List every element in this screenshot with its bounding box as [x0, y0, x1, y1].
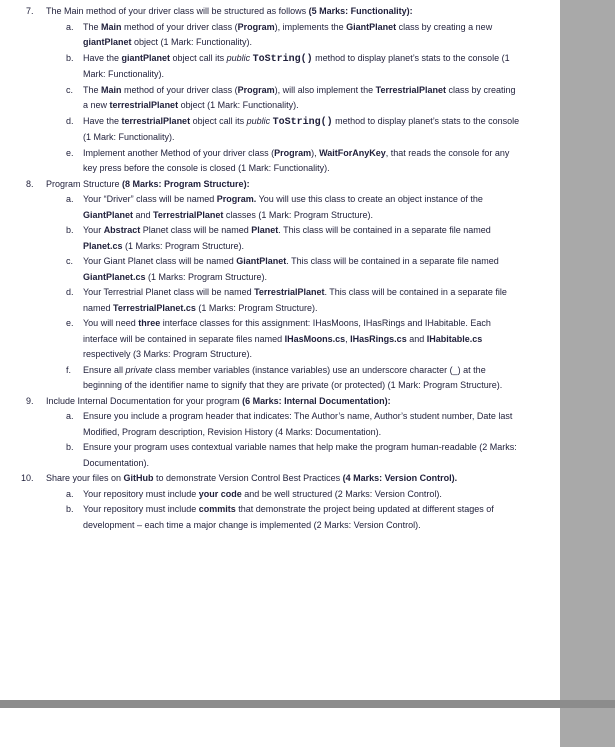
- sub-item-letter: c.: [66, 84, 74, 95]
- sub-item-letter: a.: [66, 21, 74, 32]
- text-run: object (1 Mark: Functionality).: [178, 100, 299, 110]
- sub-item-letter: e.: [66, 147, 74, 158]
- sub-item: [8, 440, 556, 471]
- text-run: . This class will be contained in a separate file named: [278, 225, 491, 235]
- text-run: method of your driver class (: [121, 21, 238, 32]
- bold-text: (5 Marks: Functionality):: [308, 6, 413, 16]
- text-run: method to display planet’s stats to the console (1 Mark: Functionality).: [83, 115, 520, 142]
- text-run: interface classes for this assignment: IHasMoons, IHasRings and IHabitable. Each interface will be contained in separate files named: [83, 318, 491, 344]
- text-run: , that reads the console for any key press before the console is closed (1 Mark: Functionality).: [83, 147, 510, 173]
- sub-item-letter: b.: [66, 225, 74, 235]
- sub-item-letter: e.: [66, 318, 74, 328]
- bold-text: your code: [198, 488, 242, 499]
- text-run: Program Structure: [46, 178, 123, 189]
- bold-text: (8 Marks: Program Structure):: [122, 178, 250, 189]
- italic-text: private: [125, 364, 153, 375]
- sub-item-letter: d.: [66, 115, 74, 126]
- text-run: The Main method of your driver class will be structured as follows: [46, 6, 309, 16]
- bold-text: Program: [237, 21, 275, 32]
- text-run: Your Giant Planet class will be named: [83, 256, 237, 266]
- sub-item: [8, 51, 556, 83]
- text-run: ), will also implement the: [274, 84, 376, 95]
- bold-text: Main: [101, 84, 122, 95]
- bold-text: IHabitable.cs: [426, 333, 483, 344]
- bold-text: three: [138, 318, 161, 328]
- list-item-8: [8, 177, 556, 193]
- text-run: Your repository must include: [83, 488, 199, 499]
- text-run: class by creating a new: [83, 84, 516, 110]
- text-run: Include Internal Documentation for your program: [46, 395, 243, 406]
- text-run: Planet class will be named: [140, 225, 252, 235]
- code-text: ToString(): [252, 53, 313, 65]
- sub-item: [8, 285, 556, 316]
- sub-item: [8, 487, 556, 503]
- next-page-top: [0, 708, 560, 747]
- sub-item-letter: a.: [66, 411, 74, 421]
- bold-text: TerrestrialPlanet: [254, 287, 325, 297]
- sub-item-letter: b.: [66, 52, 74, 63]
- sub-item: [8, 114, 556, 146]
- text-run: . This class will be contained in a separate file named: [83, 287, 507, 313]
- text-run: method to display planet’s stats to the console (1 Mark: Functionality).: [83, 52, 510, 79]
- bold-text: IHasMoons.cs: [284, 333, 346, 344]
- text-run: respectively (3 Marks: Program Structure).: [83, 349, 253, 359]
- text-run: object call its: [190, 115, 247, 126]
- italic-text: public: [226, 52, 251, 63]
- bold-text: terrestrialPlanet: [121, 115, 191, 126]
- bold-text: Planet: [251, 225, 279, 235]
- sub-item: [8, 192, 556, 223]
- sub-item-letter: b.: [66, 504, 74, 514]
- text-run: and be well structured (2 Marks: Version Control).: [241, 488, 442, 499]
- text-run: Have the: [83, 52, 122, 63]
- text-run: method of your driver class (: [121, 84, 238, 95]
- list-item-10: [8, 471, 556, 487]
- text-run: (1 Marks: Program Structure).: [145, 271, 268, 282]
- bold-text: (6 Marks: Internal Documentation):: [242, 395, 391, 406]
- sub-item-letter: d.: [66, 287, 74, 297]
- sub-item: [8, 254, 556, 285]
- text-run: (1 Marks: Program Structure).: [195, 302, 318, 313]
- text-run: The: [83, 21, 102, 32]
- text-run: You will use this class to create an object instance of the: [256, 194, 483, 204]
- sub-item: [8, 409, 556, 440]
- sub-item-letter: a.: [66, 194, 74, 204]
- bold-text: Program: [274, 147, 312, 158]
- text-run: ,: [345, 333, 351, 344]
- text-run: ),: [311, 147, 320, 158]
- code-text: ToString(): [272, 116, 333, 128]
- text-run: (1 Marks: Program Structure).: [122, 240, 245, 251]
- bold-text: (4 Marks: Version Control).: [342, 473, 458, 483]
- text-run: that demonstrate the project being updated at different stages of development – each time a major change is implemented (2 Marks: Version Control).: [83, 504, 494, 530]
- bold-text: TerrestrialPlanet: [153, 209, 224, 220]
- text-run: ), implements the: [274, 21, 347, 32]
- text-run: class member variables (instance variables) use an underscore character (_) at the beginning of the identifier name to signify that they are private (or protected) (1 Mark: Program Structure).: [83, 364, 503, 390]
- bold-text: giantPlanet: [121, 52, 171, 63]
- text-run: classes (1 Mark: Program Structure).: [223, 209, 373, 220]
- bold-text: giantPlanet: [83, 37, 132, 47]
- bold-text: GiantPlanet: [83, 209, 134, 220]
- sub-item-letter: c.: [66, 256, 74, 266]
- text-run: object (1 Mark: Functionality).: [131, 37, 253, 47]
- text-run: Ensure all: [83, 364, 126, 375]
- sub-item-letter: a.: [66, 488, 74, 499]
- text-run: The: [83, 84, 102, 95]
- bold-text: Abstract: [103, 225, 141, 235]
- list-item-9: [8, 394, 556, 410]
- text-run: Ensure your program uses contextual variable names that help make the program human-readable (2 Marks: Documentation).: [83, 442, 517, 468]
- sub-item-letter: b.: [66, 442, 74, 452]
- list-item-7: [8, 4, 556, 20]
- text-run: Have the: [83, 115, 122, 126]
- text-run: Ensure you include a program header that indicates: The Author’s name, Author’s student number, Date last Modified, Program description, Revision History (4 Marks: Documentation).: [83, 411, 513, 437]
- sub-item: [8, 223, 556, 254]
- bold-text: TerrestrialPlanet.cs: [113, 302, 196, 313]
- instructions-list: [8, 4, 556, 533]
- text-run: You will need: [83, 318, 139, 328]
- text-run: to demonstrate Version Control Best Practices: [153, 473, 343, 483]
- bold-text: commits: [198, 504, 236, 514]
- item-number: 10.: [21, 473, 34, 483]
- text-run: Your Terrestrial Planet class will be named: [83, 287, 255, 297]
- bold-text: GiantPlanet.cs: [83, 271, 146, 282]
- item-number: 8.: [26, 178, 34, 189]
- bold-text: WaitForAnyKey: [319, 147, 386, 158]
- text-run: and: [133, 209, 154, 220]
- text-run: Your “Driver” class will be named: [83, 194, 217, 204]
- text-run: Your repository must include: [83, 504, 199, 514]
- page-separator: [0, 700, 615, 708]
- sub-item: [8, 20, 556, 51]
- bold-text: Program.: [216, 194, 257, 204]
- bold-text: GiantPlanet: [236, 256, 287, 266]
- sub-item-letter: f.: [66, 364, 72, 375]
- bold-text: Main: [101, 21, 122, 32]
- bold-text: terrestrialPlanet: [109, 100, 179, 110]
- bold-text: Program: [237, 84, 275, 95]
- bold-text: Planet.cs: [83, 240, 123, 251]
- text-run: Share your files on: [46, 473, 124, 483]
- sub-item: [8, 316, 556, 363]
- text-run: and: [406, 333, 427, 344]
- sub-item: [8, 363, 556, 394]
- sub-item: [8, 83, 556, 114]
- bold-text: GitHub: [123, 473, 154, 483]
- item-number: 9.: [26, 395, 34, 406]
- text-run: Implement another Method of your driver class (: [83, 147, 275, 158]
- italic-text: public: [246, 115, 271, 126]
- sub-item: [8, 502, 556, 533]
- item-number: 7.: [26, 6, 34, 16]
- bold-text: IHasRings.cs: [350, 333, 407, 344]
- bold-text: GiantPlanet: [346, 21, 397, 32]
- text-run: object call its: [170, 52, 227, 63]
- text-run: Your: [83, 225, 104, 235]
- bold-text: TerrestrialPlanet: [375, 84, 447, 95]
- text-run: class by creating a new: [396, 21, 493, 32]
- text-run: . This class will be contained in a separate file named: [286, 256, 499, 266]
- sub-item: [8, 146, 556, 177]
